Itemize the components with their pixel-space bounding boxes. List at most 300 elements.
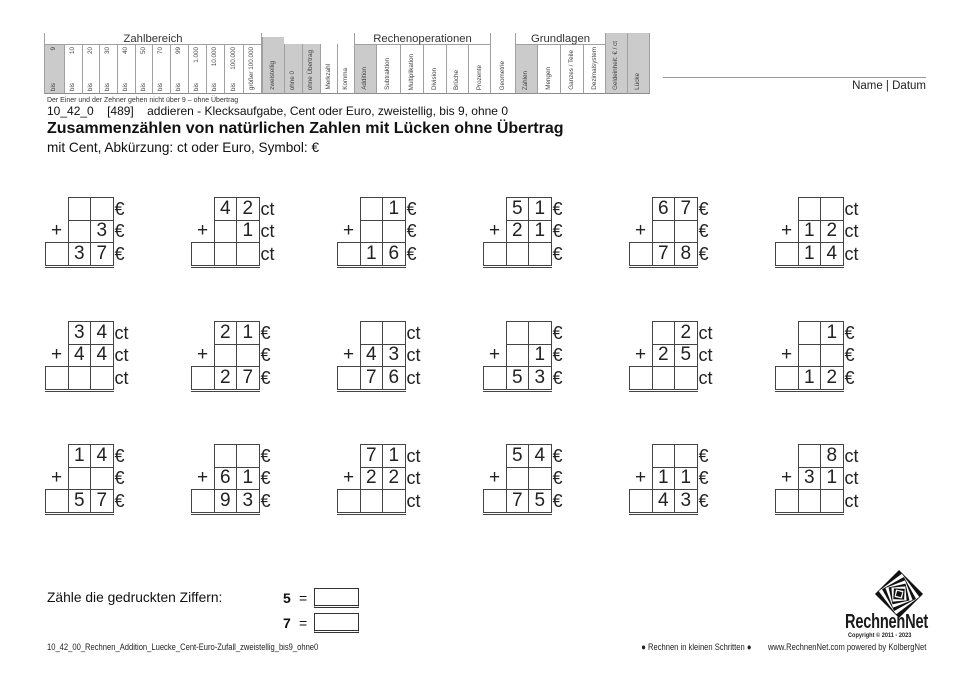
answer-box[interactable]: [776, 490, 799, 514]
unit-label: ct: [844, 491, 859, 512]
answer-box[interactable]: [68, 220, 91, 243]
answer-box[interactable]: [68, 198, 91, 221]
worksheet-code-line: [47, 104, 518, 118]
digit-box: 1: [821, 467, 844, 490]
answer-box[interactable]: [652, 322, 675, 345]
answer-box[interactable]: [630, 490, 653, 514]
unit-label: €: [552, 491, 563, 512]
col-bottom-label: bis: [211, 82, 219, 91]
result-row: [630, 243, 710, 267]
addend-row: [484, 220, 564, 243]
answer-box[interactable]: [68, 367, 91, 391]
col-addition: [354, 45, 376, 94]
col-top-label: 10.000: [211, 47, 219, 67]
answer-box[interactable]: [675, 220, 698, 243]
col-top-label: größer 100.000: [248, 46, 256, 90]
answer-box[interactable]: [338, 243, 361, 267]
spacer: [630, 445, 653, 468]
plus-sign: +: [634, 467, 647, 488]
unit-label: €: [114, 244, 125, 265]
digit-box: 5: [506, 367, 529, 391]
digit-box: 6: [214, 467, 237, 490]
digit-box: 2: [506, 220, 529, 243]
problem-table: [483, 321, 564, 392]
answer-box[interactable]: [821, 490, 844, 514]
plus-sign: +: [634, 344, 647, 365]
col-bottom-label: bis: [175, 82, 183, 91]
problem-13: [45, 444, 126, 515]
unit-label: ct: [406, 322, 421, 343]
problem-table: [629, 444, 710, 515]
col-top-label: 20: [86, 47, 94, 55]
answer-box[interactable]: [798, 490, 821, 514]
unit-label: €: [552, 468, 563, 489]
page-subtitle: mit Cent, Abkürzung: ct oder Euro, Symbol: €: [47, 140, 320, 155]
col-range-40: [117, 45, 135, 94]
addend-row: [46, 344, 130, 367]
col-zahlen: [515, 45, 537, 94]
unit-label: €: [844, 345, 855, 366]
problem-table: [45, 444, 126, 515]
col-label: Geometrie: [498, 60, 506, 90]
problem-4: [483, 197, 564, 268]
col-top-label: 50: [139, 47, 147, 55]
col-bottom-label: bis: [139, 82, 147, 91]
spacer: [484, 445, 507, 468]
answer-box[interactable]: [484, 490, 507, 514]
col-luecke: [627, 33, 650, 94]
answer-box[interactable]: [506, 322, 529, 345]
digit-box: 1: [529, 220, 552, 243]
answer-box[interactable]: [192, 243, 215, 267]
summand-row: [484, 445, 564, 468]
answer-box[interactable]: [383, 490, 406, 514]
digit-box: 1: [68, 445, 91, 468]
plus-sign: +: [780, 344, 793, 365]
digit-box: 2: [652, 344, 675, 367]
problem-16: [483, 444, 564, 515]
answer-box[interactable]: [46, 490, 69, 514]
unit-label: ct: [406, 368, 421, 389]
answer-box[interactable]: [630, 243, 653, 267]
problem-2: [191, 197, 276, 268]
spacer: [776, 445, 799, 468]
digit-count-digit: 7: [283, 615, 291, 631]
plus-sign: +: [488, 467, 501, 488]
digit-box: 7: [506, 490, 529, 514]
col-ganzes-teile: [560, 45, 583, 94]
digit-box: 2: [821, 367, 844, 391]
summand-row: [46, 445, 126, 468]
digit-box: 4: [821, 243, 844, 267]
col-bottom-label: bis: [50, 82, 58, 91]
name-date-label: Name | Datum: [852, 80, 926, 92]
col-label: Merkzahl: [324, 64, 332, 90]
summand-row: [484, 322, 564, 345]
addend-row: [776, 467, 860, 490]
digit-box: 3: [68, 322, 91, 345]
answer-box[interactable]: [360, 220, 383, 243]
answer-box[interactable]: [46, 367, 69, 391]
digit-box: 1: [383, 198, 406, 221]
unit-label: €: [698, 445, 709, 466]
answer-box[interactable]: [360, 198, 383, 221]
addend-row: [192, 344, 272, 367]
unit-label: ct: [698, 322, 713, 343]
col-label: Ganzes / Teile: [567, 50, 575, 90]
problem-table: [191, 444, 272, 515]
digit-count-digit: 5: [283, 590, 291, 606]
answer-box[interactable]: [821, 344, 844, 367]
col-subtraktion: [376, 45, 400, 94]
spacer: [192, 445, 215, 468]
col-label: Geldeinheit: € / ct: [612, 40, 620, 90]
col-range-99: [170, 45, 188, 94]
answer-box[interactable]: [214, 344, 237, 367]
result-row: [46, 490, 126, 514]
group-header-zahlbereich: Zahlbereich: [44, 33, 262, 45]
answer-box[interactable]: [192, 367, 215, 391]
digit-count-answer-box[interactable]: [314, 613, 359, 633]
col-label: Dezimalsystem: [590, 47, 598, 90]
col-range-10000: [206, 45, 224, 94]
digit-box: 5: [675, 344, 698, 367]
unit-label: ct: [406, 491, 421, 512]
unit-label: €: [114, 468, 125, 489]
col-range-20: [82, 45, 99, 94]
digit-box: 1: [529, 198, 552, 221]
answer-box[interactable]: [338, 367, 361, 391]
answer-box[interactable]: [776, 367, 799, 391]
problem-table: [45, 197, 126, 268]
digit-box: 1: [237, 467, 260, 490]
problem-5: [629, 197, 710, 268]
digit-box: 6: [383, 243, 406, 267]
col-division: [423, 45, 446, 94]
digit-box: 1: [821, 322, 844, 345]
problem-table: [483, 444, 564, 515]
result-row: [776, 243, 860, 267]
plus-sign: +: [780, 467, 793, 488]
problem-table: [45, 321, 130, 392]
digit-count-answer-box[interactable]: [314, 588, 359, 608]
plus-sign: +: [780, 220, 793, 241]
answer-box[interactable]: [506, 243, 529, 267]
digit-box: 5: [529, 490, 552, 514]
spacer: [192, 198, 215, 221]
result-row: [484, 243, 564, 267]
summand-row: [630, 322, 714, 345]
digit-box: 4: [529, 445, 552, 468]
unit-label: €: [552, 368, 563, 389]
answer-box[interactable]: [383, 322, 406, 345]
unit-label: €: [552, 345, 563, 366]
worksheet-description: addieren - Klecksaufgabe, Cent oder Euro, zweistellig, bis 9, ohne 0: [147, 104, 508, 118]
col-bottom-label: bis: [193, 82, 201, 91]
digit-box: 5: [506, 445, 529, 468]
col-zweistellig: [262, 37, 284, 94]
unit-label: ct: [844, 198, 859, 219]
unit-label: €: [260, 322, 271, 343]
digit-box: 4: [91, 322, 114, 345]
answer-box[interactable]: [529, 467, 552, 490]
unit-label: ct: [406, 445, 421, 466]
answer-box[interactable]: [68, 467, 91, 490]
answer-box[interactable]: [506, 467, 529, 490]
unit-label: €: [260, 368, 271, 389]
problem-17: [629, 444, 710, 515]
addend-row: [338, 220, 418, 243]
col-range-30: [99, 45, 117, 94]
answer-box[interactable]: [821, 198, 844, 221]
digit-box: 4: [214, 198, 237, 221]
spacer: [338, 322, 361, 345]
spacer: [630, 322, 653, 345]
plus-sign: +: [50, 344, 63, 365]
result-row: [338, 243, 418, 267]
answer-box[interactable]: [652, 367, 675, 391]
answer-box[interactable]: [383, 220, 406, 243]
copyright-text: Copyright © 2011 - 2023: [848, 632, 912, 639]
col-ohne-uebertrag: [302, 44, 320, 94]
col-label: Addition: [361, 67, 369, 90]
result-row: [484, 367, 564, 391]
addend-row: [630, 467, 710, 490]
summand-row: [484, 198, 564, 221]
unit-label: €: [552, 198, 563, 219]
answer-box[interactable]: [360, 490, 383, 514]
unit-label: €: [406, 244, 417, 265]
unit-label: €: [844, 368, 855, 389]
digit-box: 7: [360, 367, 383, 391]
col-top-label: 10: [69, 47, 77, 55]
answer-box[interactable]: [338, 490, 361, 514]
answer-box[interactable]: [484, 243, 507, 267]
summand-row: [338, 322, 422, 345]
problem-11: [629, 321, 714, 392]
col-brueche: [446, 45, 468, 94]
summand-row: [338, 445, 422, 468]
problem-table: [337, 321, 422, 392]
col-top-label: 9: [50, 47, 58, 51]
plus-sign: +: [342, 344, 355, 365]
answer-box[interactable]: [237, 445, 260, 468]
answer-box[interactable]: [798, 198, 821, 221]
unit-label: €: [114, 445, 125, 466]
summand-row: [46, 322, 130, 345]
result-row: [630, 490, 710, 514]
digit-box: 9: [214, 490, 237, 514]
group-header-rechenoperationen: Rechenoperationen: [354, 33, 491, 45]
digit-box: 2: [383, 467, 406, 490]
result-row: [776, 367, 856, 391]
digit-box: 1: [652, 467, 675, 490]
col-top-label: 70: [157, 47, 165, 55]
unit-label: ct: [844, 445, 859, 466]
answer-box[interactable]: [91, 367, 114, 391]
unit-label: €: [698, 244, 709, 265]
problem-10: [483, 321, 564, 392]
col-prozente: [468, 45, 491, 94]
result-row: [46, 243, 126, 267]
col-bottom-label: bis: [86, 82, 94, 91]
spacer: [192, 322, 215, 345]
answer-box[interactable]: [798, 344, 821, 367]
unit-label: ct: [844, 221, 859, 242]
answer-box[interactable]: [91, 198, 114, 221]
digit-box: 1: [798, 220, 821, 243]
summand-row: [338, 198, 418, 221]
problem-8: [191, 321, 272, 392]
answer-box[interactable]: [91, 467, 114, 490]
spacer: [46, 322, 69, 345]
summand-row: [192, 198, 276, 221]
digit-box: 7: [91, 490, 114, 514]
answer-box[interactable]: [798, 322, 821, 345]
summand-row: [630, 198, 710, 221]
col-range-greater-100000: [243, 45, 262, 94]
answer-box[interactable]: [484, 367, 507, 391]
unit-label: €: [114, 198, 125, 219]
digit-box: 2: [214, 322, 237, 345]
answer-box[interactable]: [506, 344, 529, 367]
answer-box[interactable]: [214, 243, 237, 267]
unit-label: €: [698, 198, 709, 219]
unit-label: €: [260, 345, 271, 366]
unit-label: ct: [406, 468, 421, 489]
summand-row: [776, 445, 860, 468]
addend-row: [46, 220, 126, 243]
problem-table: [337, 197, 418, 268]
unit-label: €: [552, 445, 563, 466]
col-label: Zahlen: [522, 70, 530, 90]
col-range-70: [152, 45, 170, 94]
spacer: [338, 198, 361, 221]
answer-box[interactable]: [46, 243, 69, 267]
summand-row: [46, 198, 126, 221]
unit-label: ct: [260, 198, 275, 219]
digit-box: 5: [506, 198, 529, 221]
digit-box: 3: [529, 367, 552, 391]
problem-table: [775, 321, 856, 392]
addend-row: [484, 344, 564, 367]
col-label: Brüche: [453, 70, 461, 90]
answer-box[interactable]: [192, 490, 215, 514]
col-label: Mengen: [544, 67, 552, 90]
col-range-100000: [224, 45, 243, 94]
col-label: ohne 0: [289, 70, 297, 90]
plus-sign: +: [342, 467, 355, 488]
answer-box[interactable]: [798, 445, 821, 468]
col-geometrie: [490, 36, 515, 94]
unit-label: €: [260, 468, 271, 489]
plus-sign: +: [196, 344, 209, 365]
digit-box: 2: [237, 198, 260, 221]
col-label: Subtraktion: [384, 58, 392, 90]
result-row: [192, 243, 276, 267]
addend-row: [338, 467, 422, 490]
col-label: Division: [430, 67, 438, 90]
answer-box[interactable]: [214, 220, 237, 243]
unit-label: ct: [114, 345, 129, 366]
col-label: Lücke: [634, 73, 642, 90]
problem-14: [191, 444, 272, 515]
answer-box[interactable]: [360, 322, 383, 345]
unit-label: ct: [844, 244, 859, 265]
col-range-9: [44, 45, 64, 94]
col-bottom-label: bis: [157, 82, 165, 91]
addend-row: [630, 220, 710, 243]
result-row: [338, 490, 422, 514]
answer-box[interactable]: [652, 445, 675, 468]
col-merkzahl: [320, 44, 337, 94]
col-label: zweistellig: [269, 61, 277, 90]
result-row: [338, 367, 422, 391]
worksheet-number: [489]: [107, 104, 134, 118]
col-bottom-label: bis: [122, 82, 130, 91]
col-bottom-label: bis: [69, 82, 77, 91]
col-top-label: 100.000: [229, 47, 237, 70]
answer-box[interactable]: [237, 344, 260, 367]
spacer: [338, 445, 361, 468]
digit-box: 8: [821, 445, 844, 468]
digit-box: 1: [529, 344, 552, 367]
answer-box[interactable]: [529, 243, 552, 267]
digit-box: 1: [798, 367, 821, 391]
col-geldeinheit: [605, 33, 627, 94]
problem-table: [337, 444, 422, 515]
summand-row: [776, 198, 860, 221]
answer-box[interactable]: [237, 243, 260, 267]
unit-label: ct: [260, 244, 275, 265]
addend-row: [46, 467, 126, 490]
answer-box[interactable]: [529, 322, 552, 345]
answer-box[interactable]: [675, 445, 698, 468]
answer-box[interactable]: [652, 220, 675, 243]
digit-box: 3: [237, 490, 260, 514]
col-top-label: 1.000: [193, 47, 201, 63]
digit-box: 6: [652, 198, 675, 221]
result-row: [484, 490, 564, 514]
unit-label: ct: [844, 468, 859, 489]
worksheet-code: 10_42_0: [47, 104, 94, 118]
digit-box: 1: [237, 322, 260, 345]
page-title: Zusammenzählen von natürlichen Zahlen mit Lücken ohne Übertrag: [47, 120, 564, 137]
problem-table: [483, 197, 564, 268]
spacer: [776, 198, 799, 221]
col-dezimalsystem: [583, 45, 606, 94]
result-row: [776, 490, 860, 514]
unit-label: €: [698, 468, 709, 489]
digit-box: 1: [237, 220, 260, 243]
answer-box[interactable]: [675, 367, 698, 391]
answer-box[interactable]: [630, 367, 653, 391]
unit-label: €: [552, 322, 563, 343]
col-top-label: 30: [104, 47, 112, 55]
unit-label: ct: [406, 345, 421, 366]
digit-box: 4: [91, 344, 114, 367]
col-range-50: [135, 45, 152, 94]
problem-1: [45, 197, 126, 268]
answer-box[interactable]: [776, 243, 799, 267]
answer-box[interactable]: [214, 445, 237, 468]
col-top-label: 99: [175, 47, 183, 55]
digit-box: 7: [360, 445, 383, 468]
unit-label: €: [698, 221, 709, 242]
footer-website-link[interactable]: www.RechnenNet.com powered by KolbergNet: [767, 642, 926, 653]
name-date-line[interactable]: [663, 77, 926, 78]
summand-row: [192, 322, 272, 345]
